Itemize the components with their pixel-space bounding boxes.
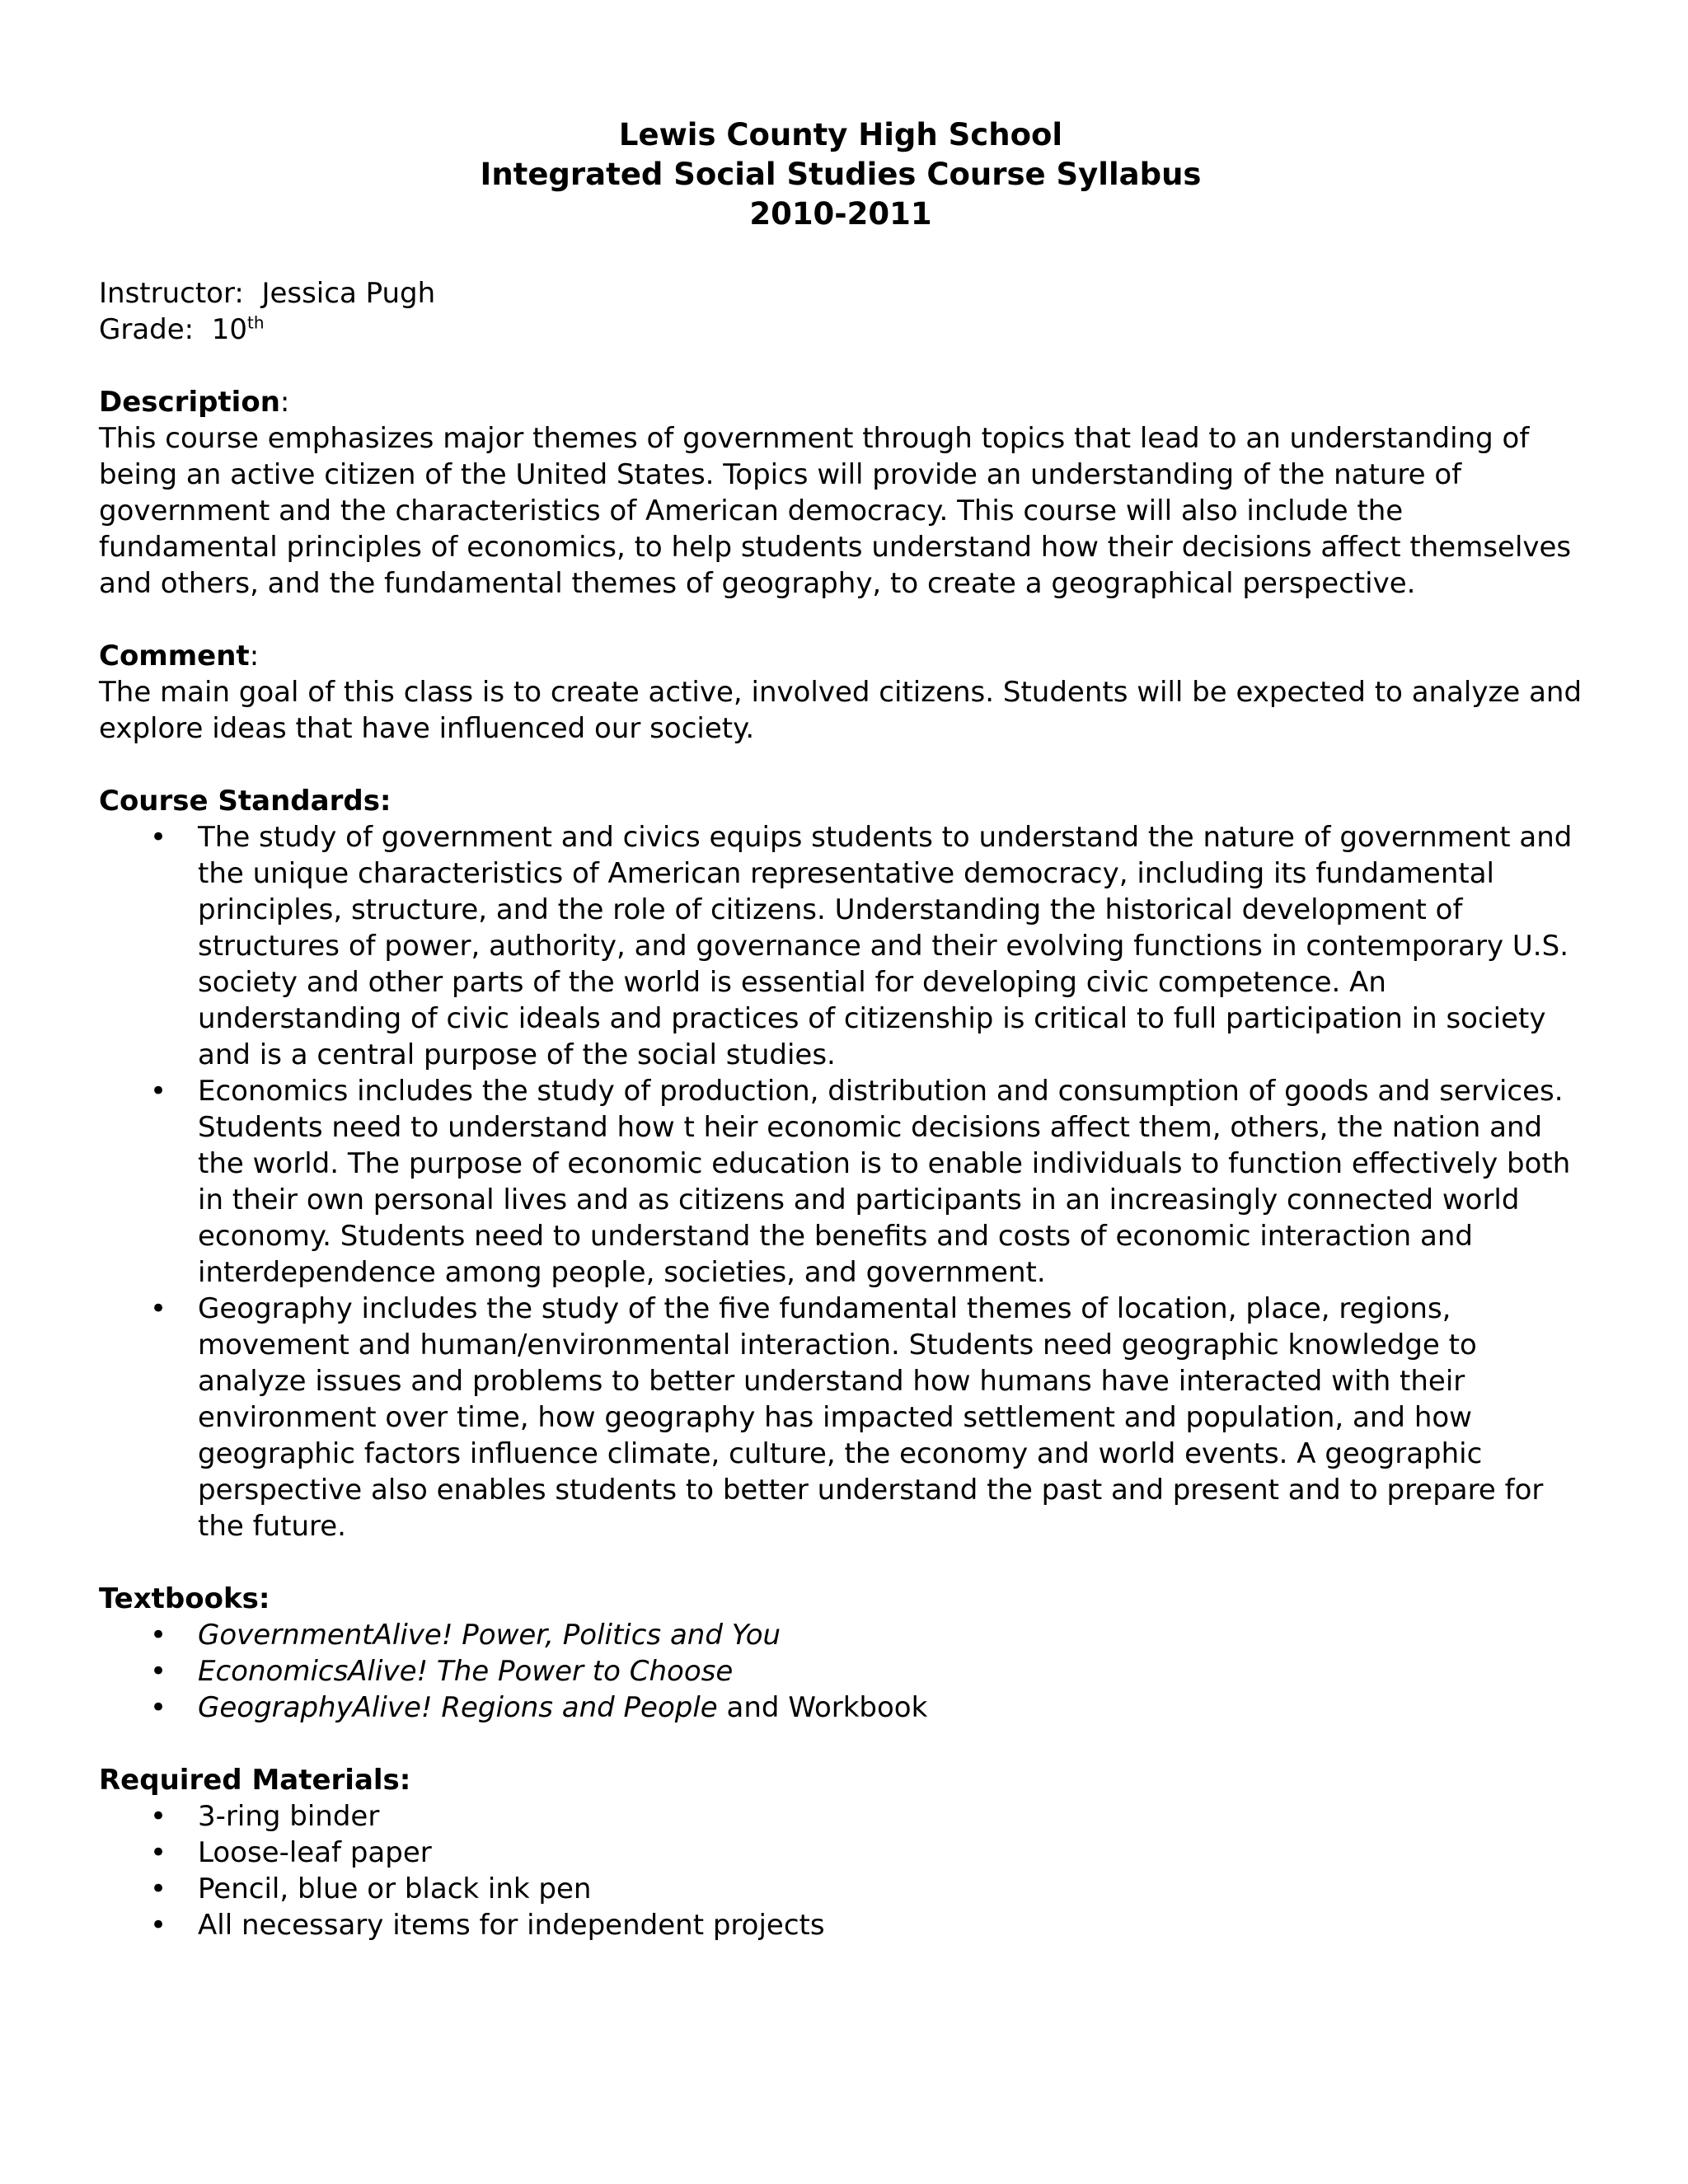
standards-heading: Course Standards: (99, 785, 392, 818)
description-heading: Description: (99, 386, 290, 419)
grade-value: 10 (211, 313, 248, 346)
description-text: This course emphasizes major themes of government through topics that lead to an understanding of being an active citizen of the United States. Topics will provide an understanding of the nature of government and the characteristics of American democracy. This course will also include the fundamental principles of economics, to help students understand how their decisions affect themselves and others, and the fundamental themes of geography, to create a geographical perspective. (99, 422, 1572, 600)
instructor-label: Instructor: (99, 277, 244, 310)
textbook-item (198, 1653, 1582, 1690)
standard-economics: • Economics includes the study of production, distribution and consumption of goods and services. Students need to understand how t heir economic decisions affect them, others, the nation and the world. The purpose of economic education is to enable individuals to function effectively both in their own personal lives and as citizens and participants in an increasingly connected world economy. Students need to understand the benefits and costs of economic interaction and interdependence among people, societies, and government. (198, 1073, 1582, 1291)
standard-government: • The study of government and civics equips students to understand the nature of government and the unique characteristics of American representative democracy, including its fundamental principles, structure, and the role of citizens. Understanding the historical development of structures of power, authority, and governance and their evolving functions in contemporary U.S. society and other parts of the world is essential for developing civic competence. An understanding of civic ideals and practices of citizenship is critical to full participation in society and is a central purpose of the social studies. (198, 819, 1582, 1073)
material-item: • Pencil, blue or black ink pen (198, 1871, 1582, 1907)
comment-heading: Comment: (99, 640, 260, 673)
standard-geography: • Geography includes the study of the five fundamental themes of location, place, regions, movement and human/environmental interaction. Students need geographic knowledge to analyze issues and problems to better understand how humans have interacted with their environment over time, how geography has impacted settlement and population, and how geographic factors influence climate, culture, the economy and world events. A geographic perspective also enables students to better understand the past and present and to prepare for the future. (198, 1291, 1582, 1544)
course-meta (99, 275, 1582, 348)
grade-line (99, 312, 1582, 348)
syllabus-page (99, 115, 1582, 1943)
textbook-title: GeographyAlive! Regions and People (198, 1691, 718, 1724)
course-title: Integrated Social Studies Course Syllabus (480, 157, 1202, 192)
material-item: • Loose-leaf paper (198, 1835, 1582, 1871)
comment-text: The main goal of this class is to create active, involved citizens. Students will be expected to analyze and explore ideas that have influenced our society. (99, 676, 1582, 745)
textbook-item (198, 1690, 1582, 1726)
textbook-title: GovernmentAlive! Power, Politics and You (198, 1619, 781, 1652)
textbook-title: EconomicsAlive! The Power to Choose (198, 1655, 734, 1688)
materials-list (99, 1798, 1582, 1943)
school-name: Lewis County High School (618, 117, 1063, 152)
textbook-extra: and Workbook (717, 1691, 928, 1724)
materials-heading: Required Materials: (99, 1764, 411, 1797)
textbooks-heading: Textbooks: (99, 1582, 270, 1615)
material-item: • 3-ring binder (198, 1798, 1582, 1835)
grade-label: Grade: (99, 313, 195, 346)
instructor-name: Jessica Pugh (261, 277, 436, 310)
textbook-item (198, 1617, 1582, 1653)
textbooks-list (99, 1617, 1582, 1726)
school-year: 2010-2011 (749, 196, 932, 232)
material-item: • All necessary items for independent projects (198, 1907, 1582, 1943)
grade-suffix: th (247, 312, 265, 333)
standards-list (99, 819, 1582, 1544)
instructor-line (99, 275, 1582, 312)
